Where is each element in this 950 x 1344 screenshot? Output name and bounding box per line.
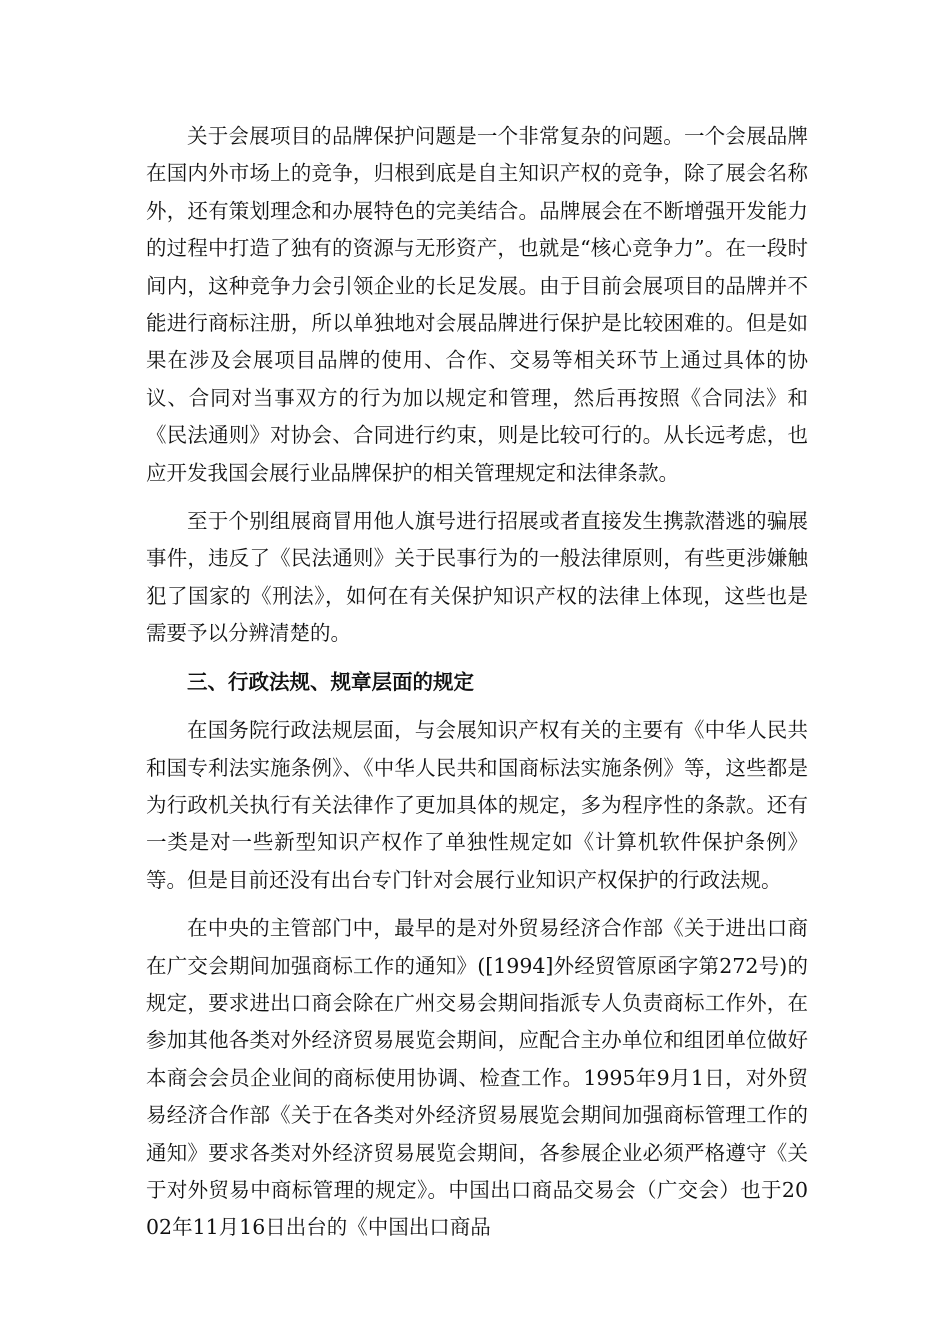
paragraph-brand-protection: 关于会展项目的品牌保护问题是一个非常复杂的问题。一个会展品牌在国内外市场上的竞争，归根到底是自主知识产权的竞争，除了展会名称外，还有策划理念和办展特色的完美结合。品牌展会在不断增强开发能力的过程中打造了独有的资源与无形资产，也就是“核心竞争力”。在一段时间内，这种竞争力会引领企业的长足发展。由于目前会展项目的品牌并不能进行商标注册，所以单独地对会展品牌进行保护是比较困难的。但是如果在涉及会展项目品牌的使用、合作、交易等相关环节上通过具体的协议、合同对当事双方的行为加以规定和管理，然后再按照《合同法》和《民法通则》对协会、合同进行约束，则是比较可行的。从长远考虑，也应开发我国会展行业品牌保护的相关管理规定和法律条款。 [146,124,808,485]
paragraph-fraud-exhibitors: 至于个别组展商冒用他人旗号进行招展或者直接发生携款潜逃的骗展事件，违反了《民法通则》关于民事行为的一般法律原则，有些更涉嫌触犯了国家的《刑法》，如何在有关保护知识产权的法律上体现，这些也是需要予以分辨清楚的。 [146,509,808,646]
paragraph-administrative-regulations: 在国务院行政法规层面，与会展知识产权有关的主要有《中华人民共和国专利法实施条例》、《中华人民共和国商标法实施条例》等，这些都是为行政机关执行有关法律作了更加具体的规定，多为程序性的条款。还有一类是对一些新型知识产权作了单独性规定如《计算机软件保护条例》等。但是目前还没有出台专门针对会展行业知识产权保护的行政法规。 [146,718,808,892]
document-body [146,118,808,1247]
section-heading: 三、行政法规、规章层面的规定 [187,669,474,694]
paragraph-ministry-rules: 在中央的主管部门中，最早的是对外贸易经济合作部《关于进出口商在广交会期间加强商标工作的通知》([1994]外经贸管原函字第272号)的规定，要求进出口商会除在广州交易会期间指派专人负责商标工作外，在参加其他各类对外经济贸易展览会期间，应配合主办单位和组团单位做好本商会会员企业间的商标使用协调、检查工作。1995年9月1日，对外贸易经济合作部《关于在各类对外经济贸易展览会期间加强商标管理工作的通知》要求各类对外经济贸易展览会期间，各参展企业必须严格遵守《关于对外贸易中商标管理的规定》。中国出口商品交易会（广交会）也于2002年11月16日出台的《中国出口商品 [146,916,808,1240]
